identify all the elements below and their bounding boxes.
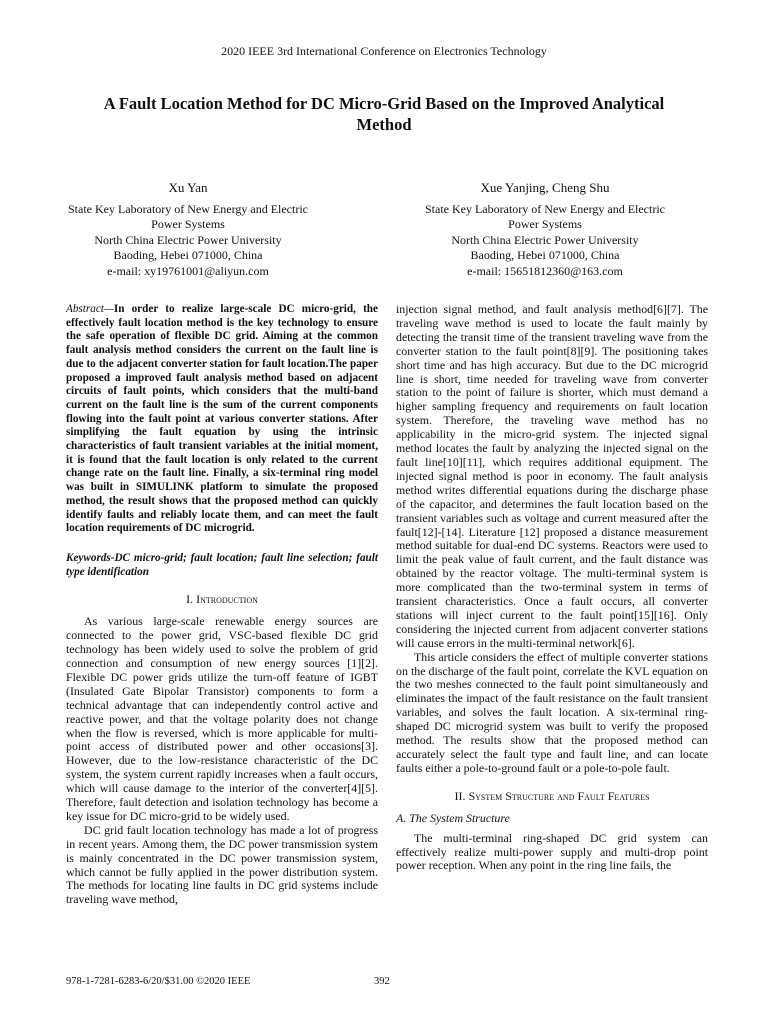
- keywords: Keywords-DC micro-grid; fault location; fault line selection; fault type identification: [66, 551, 378, 578]
- author-affiliation: State Key Laboratory of New Energy and Electric: [67, 201, 309, 216]
- author-address: Baoding, Hebei 071000, China: [470, 248, 620, 262]
- conference-header: 2020 IEEE 3rd International Conference on Electronics Technology: [221, 44, 547, 58]
- subsection-heading: A. The System Structure: [396, 810, 510, 825]
- title-line-2: Method: [356, 115, 412, 134]
- author-affiliation: Power Systems: [508, 217, 582, 231]
- author-block-2: [395, 180, 695, 279]
- abstract-text: In order to realize large-scale DC micro-grid, the effectively fault location method is the key technology to ensure the safe operation of flexible DC grid. Aiming at the common fault analysis method considers the current on the fault line is due to the adjacent converter station for fault location.The paper proposed a improved fault analysis method based on adjacent circuits of fault points, which considers that the multi-band current on the fault line is the sum of the current components flowing into the fault point at various converter stations. After simplifying the fault equation by using the intrinsic characteristics of fault transient variables at the initial moment, it is found that the fault location is only related to the current change rate on the fault line. Finally, a six-terminal ring model was built in SIMULINK platform to simulate the proposed method, the result shows that the proposed method can quickly identify faults and reliably locate them, and can meet the fault location requirements of DC microgrid.: [66, 303, 378, 535]
- author-affiliation: North China Electric Power University: [451, 232, 639, 247]
- author-email: e-mail: xy19761001@aliyun.com: [107, 263, 269, 278]
- author-block-1: [38, 180, 338, 279]
- section-heading-introduction: I. Introduction: [186, 592, 258, 607]
- paper-title: [70, 93, 698, 135]
- body-paragraph: This article considers the effect of multiple converter stations on the discharge of the fault point, correlate the KVL equation on the two meshes connected to the fault point simultaneously and eliminates the impact of the fault resistance on the fault transient variables, and solves the fault location. A six-terminal ring-shaped DC microgrid system was built to verify the proposed method. The results show that the proposed method can accurately select the fault type and fault line, and can locate faults either a pole-to-ground fault or a pole-to-pole fault.: [396, 649, 708, 775]
- author-affiliation: State Key Laboratory of New Energy and Electric: [424, 201, 666, 216]
- abstract: [66, 303, 378, 536]
- author-address: Baoding, Hebei 071000, China: [113, 248, 263, 262]
- author-affiliation: Power Systems: [151, 217, 225, 231]
- section-heading-system-structure: II. System Structure and Fault Features: [454, 788, 650, 803]
- author-name: Xue Yanjing, Cheng Shu: [480, 180, 610, 195]
- author-name: Xu Yan: [168, 180, 208, 195]
- body-paragraph: As various large-scale renewable energy sources are connected to the power grid, VSC-based flexible DC grid technology has been widely used to solve the problem of grid connection and consumption of new energy sources [1][2]. Flexible DC power grids utilize the turn-off feature of IGBT (Insulated Gate Bipolar Transistor) components to form a technical advantage that can independently control active and reactive power, and that the voltage polarity does not change when the flow is reversed, which is more applicable for multi-point access of distributed power and other occasions[3]. However, due to the low-resistance characteristic of the DC system, the system current rapidly increases when a fault occurs, which will cause damage to the interior of the converter[4][5]. Therefore, fault detection and isolation technology has become a key issue for DC micro-grid to be widely used.: [66, 614, 378, 823]
- right-column: [396, 303, 708, 873]
- body-paragraph: The multi-terminal ring-shaped DC grid system can effectively realize multi-power supply and multi-drop point power reception. When any point in the ring line fails, the: [396, 830, 708, 873]
- abstract-label: Abstract—: [66, 303, 114, 315]
- author-affiliation: North China Electric Power University: [94, 232, 282, 247]
- left-column: [66, 303, 378, 907]
- body-paragraph: injection signal method, and fault analysis method[6][7]. The traveling wave method is used to locate the fault mainly by detecting the transit time of the transient traveling wave from the converter station to the fault point[8][9]. The positioning takes short time and has high accuracy. But due to the DC microgrid line is short, time needed for traveling wave from converter station to the point of failure is shorter, which must demand a higher sampling frequency and requirements on fault location system. Therefore, the traveling wave method has no applicability in the micro-grid system. The injected signal method locates the fault by analyzing the injected signal on the fault line[10][11], which requires additional equipment. The injected signal method is poor in economy. The fault analysis method writes differential equations during the discharge phase of the capacitor, and determines the fault location based on the transient variables such as voltage and current measured after the fault[12]-[14]. Literature [12] proposed a distance measurement method suitable for dual-end DC systems. Reactors were used to limit the peak value of fault current, and the fault distance was obtained by the reactor voltage. The multi-terminal system is more complicated than the two-terminal system in terms of transient characteristics. Once a fault occurs, all converter stations will inject current to the fault point[15][16]. Only considering the injected current from adjacent converter stations will cause errors in the multi-terminal network[6].: [396, 302, 708, 650]
- body-paragraph: DC grid fault location technology has made a lot of progress in recent years. Among them, the DC power transmission system is mainly concentrated in the DC power transmission system, which cannot be fully applied in the power distribution system. The methods for locating line faults in DC grid systems include traveling wave method,: [66, 822, 378, 907]
- title-line-1: A Fault Location Method for DC Micro-Grid Based on the Improved Analytical: [103, 94, 665, 113]
- footer-isbn: 978-1-7281-6283-6/20/$31.00 ©2020 IEEE: [66, 976, 251, 987]
- author-email: e-mail: 15651812360@163.com: [467, 263, 623, 278]
- page-number: 392: [374, 976, 390, 987]
